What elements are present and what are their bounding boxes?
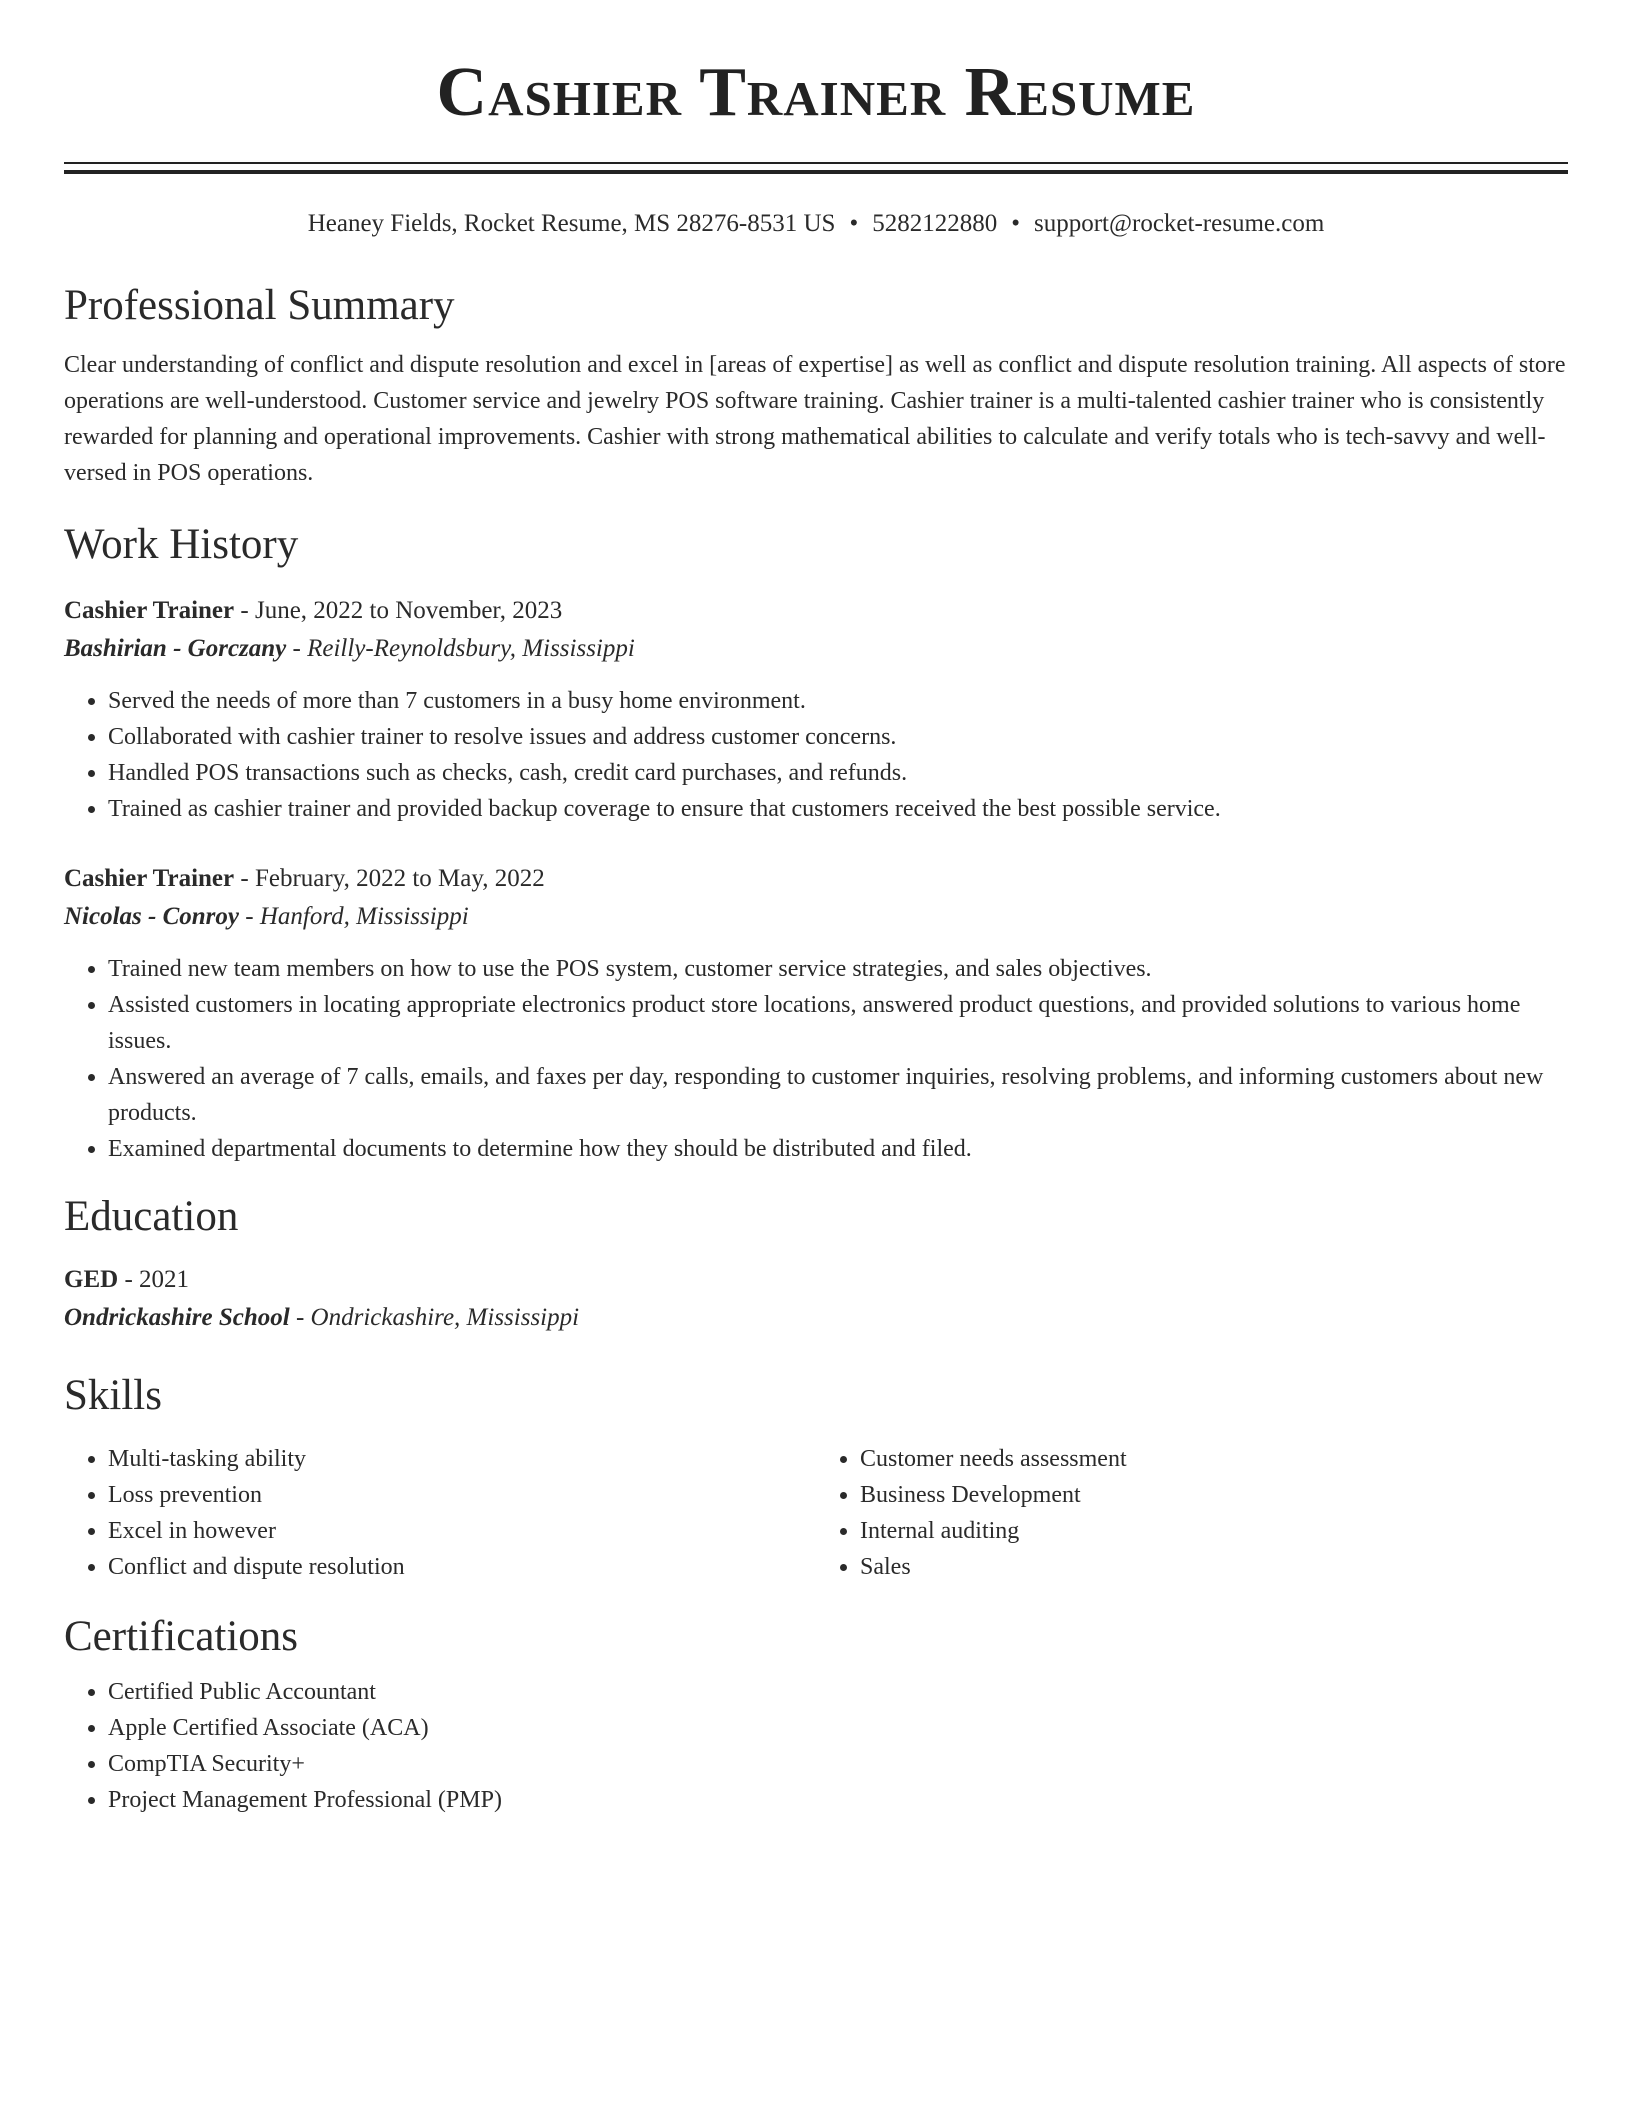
job-location: - Hanford, Mississippi (239, 902, 469, 930)
job-dates: - February, 2022 to May, 2022 (234, 864, 545, 892)
education-heading: Education (64, 1192, 239, 1240)
job-entry (64, 593, 1568, 827)
skills-list-left (64, 1441, 816, 1585)
job-title-line (64, 861, 1568, 897)
job-duty: • Handled POS transactions such as checks, cash, credit card purchases, and refunds. (108, 755, 1568, 791)
skill-item: • Sales (860, 1549, 1568, 1585)
job-dates: - June, 2022 to November, 2023 (234, 596, 563, 624)
job-duty: • Trained as cashier trainer and provided backup coverage to ensure that customers received the best possible service. (108, 791, 1568, 827)
education-school: Ondrickashire School (64, 1303, 290, 1331)
skill-item: • Loss prevention (108, 1477, 816, 1513)
education-entry (64, 1262, 1568, 1338)
job-duties-list (64, 951, 1568, 1167)
skill-item: • Business Development (860, 1477, 1568, 1513)
certification-item: • Apple Certified Associate (ACA) (108, 1710, 1568, 1746)
job-title-line (64, 593, 1568, 629)
certification-item: • Project Management Professional (PMP) (108, 1782, 1568, 1818)
education-degree-line (64, 1262, 1568, 1298)
job-title: Cashier Trainer (64, 864, 235, 892)
skills-heading: Skills (64, 1371, 162, 1419)
certification-item: • Certified Public Accountant (108, 1674, 1568, 1710)
work-history-heading: Work History (64, 521, 299, 569)
job-duties-list (64, 683, 1568, 827)
job-duty: • Answered an average of 7 calls, emails, and faxes per day, responding to customer inquiries, resolving problems, and informing customers about new products. (108, 1059, 1568, 1131)
job-title: Cashier Trainer (64, 596, 235, 624)
job-company-line (64, 897, 1568, 937)
contact-email: support@rocket-resume.com (1033, 210, 1325, 237)
job-duty: • Trained new team members on how to use the POS system, customer service strategies, and sales objectives. (108, 951, 1568, 987)
skill-item: • Conflict and dispute resolution (108, 1549, 816, 1585)
contact-phone: 5282122880 (872, 210, 998, 237)
job-duty: • Assisted customers in locating appropriate electronics product store locations, answered product questions, and provided solutions to various home issues. (108, 987, 1568, 1059)
job-company: Bashirian - Gorczany (64, 634, 287, 662)
job-entry (64, 861, 1568, 1167)
resume-title: Cashier Trainer Resume (436, 54, 1196, 131)
education-year: - 2021 (118, 1265, 190, 1293)
job-company: Nicolas - Conroy (64, 902, 239, 930)
summary-text: Clear understanding of conflict and dispute resolution and excel in [areas of expertise] as well as conflict and dispute resolution training. All aspects of store operations are well-understood. Customer service and jewelry POS software training. Cashier trainer is a multi-talented cashier trainer who is consistently rewarded for planning and operational improvements. Cashier with strong mathematical abilities to calculate and verify totals who is tech-savvy and well-versed in POS operations. (64, 352, 1566, 487)
skills-grid (64, 1441, 1568, 1585)
contact-line (64, 210, 1568, 238)
job-location: - Reilly-Reynoldsbury, Mississippi (286, 634, 635, 662)
job-duty: • Served the needs of more than 7 customers in a busy home environment. (108, 683, 1568, 719)
education-degree: GED (64, 1265, 119, 1293)
contact-address: Heaney Fields, Rocket Resume, MS 28276-8531 US (307, 210, 836, 237)
job-duty: • Collaborated with cashier trainer to resolve issues and address customer concerns. (108, 719, 1568, 755)
skill-item: • Multi-tasking ability (108, 1441, 816, 1477)
skill-item: • Excel in however (108, 1513, 816, 1549)
skill-item: • Customer needs assessment (860, 1441, 1568, 1477)
job-duty: • Examined departmental documents to determine how they should be distributed and filed. (108, 1131, 1568, 1167)
title-divider-thin (64, 162, 1568, 164)
job-company-line (64, 629, 1568, 669)
certifications-list (64, 1674, 1568, 1818)
title-divider-thick (64, 170, 1568, 174)
skill-item: • Internal auditing (860, 1513, 1568, 1549)
certification-item: • CompTIA Security+ (108, 1746, 1568, 1782)
skills-list-right (816, 1441, 1568, 1585)
contact-separator: • (849, 210, 859, 237)
certifications-heading: Certifications (64, 1613, 299, 1661)
summary-heading: Professional Summary (64, 282, 455, 329)
contact-separator: • (1011, 210, 1020, 237)
education-location: - Ondrickashire, Mississippi (289, 1303, 580, 1331)
education-school-line (64, 1298, 1568, 1338)
